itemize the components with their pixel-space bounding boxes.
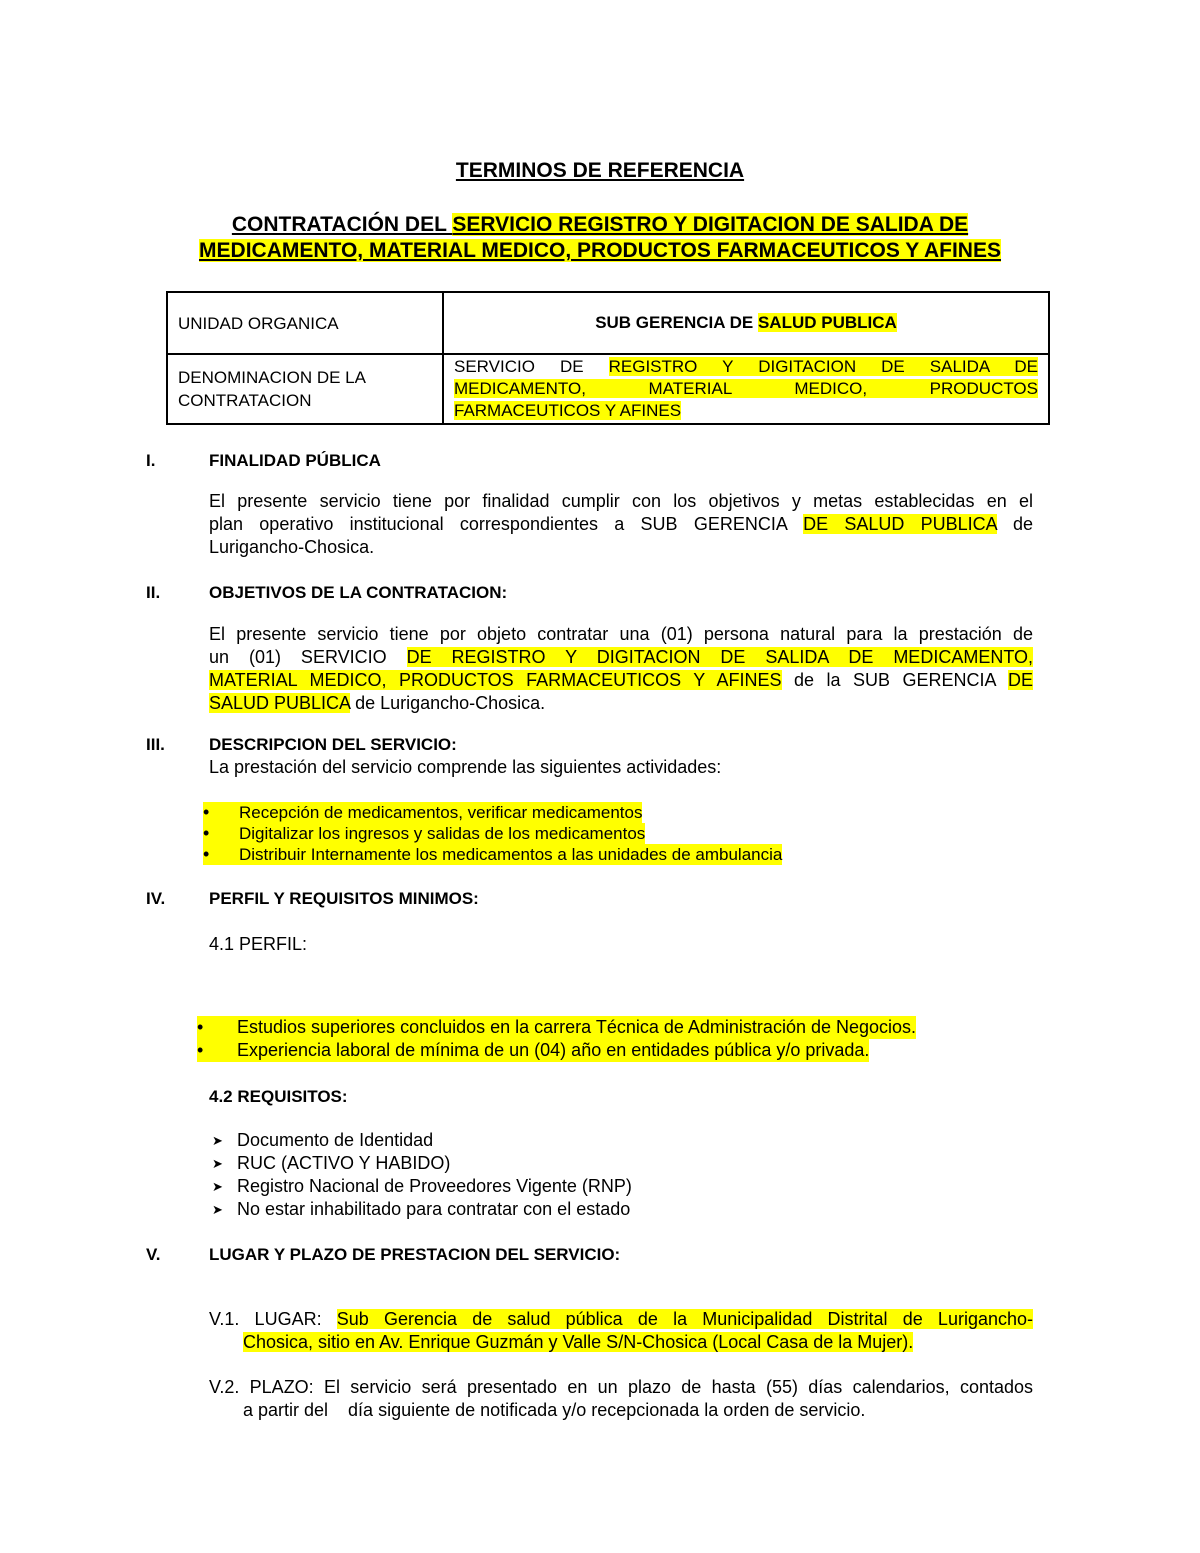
- denominacion-line-2: [454, 378, 1038, 400]
- lugar-line-1: [209, 1308, 1033, 1331]
- bullet-icon: •: [197, 1039, 237, 1062]
- list-item-text: Digitalizar los ingresos y salidas de los medicamentos: [239, 824, 646, 843]
- perfil-label: 4.1 PERFIL:: [209, 934, 308, 954]
- list-item: [212, 1152, 632, 1175]
- document-title: TERMINOS DE REFERENCIA: [455, 159, 745, 182]
- section-1-line-2: [209, 513, 1033, 536]
- section-1-line-2-prefix: plan operativo institucional correspondientes a SUB GERENCIA: [209, 514, 804, 534]
- section-2-line-2: [209, 646, 1033, 669]
- requisitos-label: 4.2 REQUISITOS:: [209, 1087, 348, 1106]
- section-2-line-3: [209, 669, 1033, 692]
- table-row: [167, 292, 1049, 354]
- list-item: [197, 1016, 1017, 1039]
- section-2-paragraph: [209, 623, 1033, 715]
- list-item: [212, 1198, 632, 1221]
- bullet-icon: •: [197, 1016, 237, 1039]
- section-5-title: LUGAR Y PLAZO DE PRESTACION DEL SERVICIO:: [209, 1245, 621, 1264]
- arrow-bullet-icon: ➤: [212, 1133, 223, 1148]
- subtitle-prefix: CONTRATACIÓN DEL: [231, 213, 453, 236]
- section-3-number: III.: [146, 735, 165, 754]
- section-1-highlight: DE SALUD PUBLICA: [803, 514, 997, 534]
- section-2-highlight-3: DE: [1007, 670, 1033, 690]
- requisitos-list: [212, 1129, 632, 1221]
- unidad-organica-prefix: SUB GERENCIA DE: [595, 313, 758, 332]
- section-2-number: II.: [146, 583, 161, 602]
- list-item-text: Distribuir Internamente los medicamentos a las unidades de ambulancia: [239, 845, 783, 864]
- plazo-paragraph: [209, 1376, 1033, 1422]
- arrow-bullet-icon: ➤: [212, 1179, 223, 1194]
- section-4-title: PERFIL Y REQUISITOS MINIMOS:: [209, 889, 479, 908]
- section-4-number: IV.: [146, 889, 166, 908]
- perfil-bullet-list: [197, 1016, 1017, 1062]
- arrow-bullet-icon: ➤: [212, 1202, 223, 1217]
- list-item-text: RUC (ACTIVO Y HABIDO): [237, 1153, 451, 1173]
- denominacion-prefix: SERVICIO DE: [454, 357, 609, 376]
- section-2-line-3-middle: de la SUB GERENCIA: [781, 670, 1008, 690]
- section-1-title: FINALIDAD PÚBLICA: [209, 451, 381, 470]
- table-row: [167, 354, 1049, 424]
- section-2-line-1: El presente servicio tiene por objeto contratar una (01) persona natural para la prestación de: [209, 624, 1033, 644]
- list-item: [212, 1175, 632, 1198]
- section-3-intro: La prestación del servicio comprende las siguientes actividades:: [209, 757, 722, 777]
- subtitle-highlight: SERVICIO REGISTRO Y DIGITACION DE SALIDA DE MEDICAMENTO, MATERIAL MEDICO, PRODUCTOS FARMACEUTICOS Y AFINES: [199, 213, 1001, 262]
- denominacion-highlight-2: MEDICAMENTO, MATERIAL MEDICO, PRODUCTOS: [454, 379, 1038, 398]
- denominacion-line-3: [454, 400, 1038, 422]
- bullet-icon: •: [203, 844, 239, 865]
- list-item: [212, 1129, 632, 1152]
- arrow-bullet-icon: ➤: [212, 1156, 223, 1171]
- section-2-line-2-prefix: un (01) SERVICIO: [209, 647, 407, 667]
- plazo-line-1: [209, 1376, 1033, 1399]
- section-1-line-2-suffix: de: [996, 514, 1033, 534]
- list-item: [197, 1039, 1017, 1062]
- bullet-icon: •: [203, 823, 239, 844]
- section-2-highlight-2: MATERIAL MEDICO, PRODUCTOS FARMACEUTICOS Y AFINES: [209, 670, 782, 690]
- denominacion-highlight-3: FARMACEUTICOS Y AFINES: [454, 401, 682, 420]
- list-item-text: No estar inhabilitado para contratar con el estado: [237, 1199, 631, 1219]
- list-item: [203, 844, 1023, 865]
- denominacion-value: [443, 354, 1049, 424]
- list-item-text: Recepción de medicamentos, verificar medicamentos: [239, 803, 643, 822]
- lugar-highlight-1: Sub Gerencia de salud pública de la Municipalidad Distrital de Lurigancho-: [336, 1309, 1033, 1329]
- list-item-text: Estudios superiores concluidos en la carrera Técnica de Administración de Negocios.: [237, 1017, 917, 1037]
- plazo-lead: V.2. PLAZO:: [209, 1377, 324, 1397]
- lugar-paragraph: [209, 1308, 1033, 1354]
- list-item-text: Experiencia laboral de mínima de un (04) año en entidades pública y/o privada.: [237, 1040, 870, 1060]
- section-1-paragraph: [209, 490, 1033, 559]
- list-item: [203, 802, 1023, 823]
- denominacion-label: DENOMINACION DE LA CONTRATACION: [167, 354, 443, 424]
- list-item-text: Registro Nacional de Proveedores Vigente (RNP): [237, 1176, 632, 1196]
- unidad-organica-value: [443, 292, 1049, 354]
- denominacion-line-1: [454, 356, 1038, 378]
- lugar-lead: V.1. LUGAR:: [209, 1309, 337, 1329]
- section-3-bullet-list: [203, 802, 1023, 865]
- section-5-number: V.: [146, 1245, 161, 1264]
- bullet-icon: •: [203, 802, 239, 823]
- list-item-text: Documento de Identidad: [237, 1130, 434, 1150]
- section-3-title: DESCRIPCION DEL SERVICIO:: [209, 735, 457, 754]
- list-item: [203, 823, 1023, 844]
- unidad-organica-label: UNIDAD ORGANICA: [167, 292, 443, 354]
- plazo-text-1: El servicio será presentado en un plazo de hasta (55) días calendarios, contados: [324, 1377, 1034, 1397]
- section-1-line-1: El presente servicio tiene por finalidad cumplir con los objetivos y metas establecidas en el: [209, 491, 1033, 511]
- section-2-title: OBJETIVOS DE LA CONTRATACION:: [209, 583, 508, 602]
- denominacion-highlight-1: REGISTRO Y DIGITACION DE SALIDA DE: [608, 357, 1038, 376]
- section-1-number: I.: [146, 451, 156, 470]
- plazo-line-2: a partir del día siguiente de notificada y/o recepcionada la orden de servicio.: [243, 1400, 866, 1420]
- info-table: [166, 291, 1050, 425]
- lugar-line-2: [209, 1331, 1033, 1354]
- section-2-highlight-1: DE REGISTRO Y DIGITACION DE SALIDA DE MEDICAMENTO,: [406, 647, 1033, 667]
- section-2-line-4: [209, 693, 545, 713]
- lugar-highlight-2: Chosica, sitio en Av. Enrique Guzmán y Valle S/N-Chosica (Local Casa de la Mujer).: [243, 1332, 914, 1352]
- section-1-line-3: Lurigancho-Chosica.: [209, 537, 375, 557]
- document-subtitle: [180, 212, 1020, 264]
- section-2-highlight-4: SALUD PUBLICA: [209, 693, 351, 713]
- section-2-line-4-suffix: de Lurigancho-Chosica.: [350, 693, 546, 713]
- unidad-organica-highlight: SALUD PUBLICA: [757, 313, 897, 332]
